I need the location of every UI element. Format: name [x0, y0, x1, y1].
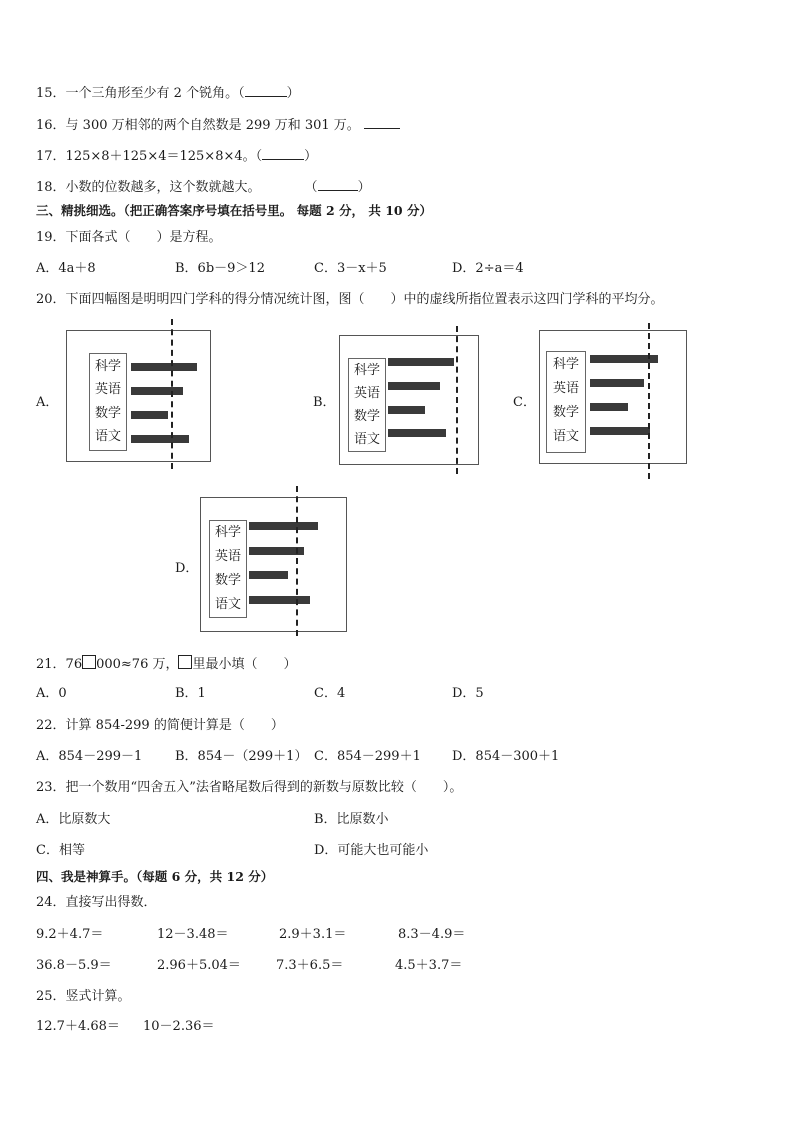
- bar-chinese: [131, 435, 189, 443]
- bar-science: [249, 522, 318, 530]
- option-a[interactable]: A．854－299－1: [36, 749, 143, 764]
- label-english: 英语: [552, 381, 579, 396]
- question-15: [36, 84, 300, 102]
- option-d[interactable]: D．2÷a＝4: [452, 261, 524, 276]
- bar-science: [388, 358, 454, 366]
- bar-english: [131, 387, 183, 395]
- bar-math: [590, 403, 628, 411]
- digit-box[interactable]: [82, 655, 96, 669]
- subject-labels: [348, 358, 386, 452]
- label-chinese: 语文: [353, 432, 380, 447]
- label-math: 数学: [214, 573, 241, 588]
- question-17: [36, 147, 317, 165]
- label-english: 英语: [353, 386, 380, 401]
- paren-open: （: [304, 180, 318, 195]
- question-18: [36, 178, 371, 196]
- option-b[interactable]: B．6b－9＞12: [175, 261, 265, 276]
- section-4-heading: 四、我是神算手。（每题 6 分，共 12 分）: [36, 869, 274, 884]
- bar-english: [388, 382, 440, 390]
- calc-item: 8.3－4.9＝: [398, 927, 466, 942]
- question-21: [36, 655, 297, 673]
- label-chinese: 语文: [552, 429, 579, 444]
- digit-box[interactable]: [178, 655, 192, 669]
- calc-item: 2.9＋3.1＝: [279, 927, 347, 942]
- label-science: 科学: [94, 359, 121, 374]
- question-21-part1: 21．76: [36, 657, 83, 672]
- option-a[interactable]: A．比原数大: [36, 812, 111, 827]
- option-d[interactable]: D．5: [452, 686, 484, 701]
- label-chinese: 语文: [214, 597, 241, 612]
- option-c[interactable]: C．相等: [36, 843, 85, 858]
- bar-chinese: [249, 596, 310, 604]
- average-dashed-line: [171, 319, 173, 469]
- figure-d-letter[interactable]: D．: [175, 561, 199, 576]
- chart-b: [339, 335, 479, 465]
- bar-english: [590, 379, 644, 387]
- average-dashed-line: [296, 486, 298, 636]
- label-math: 数学: [552, 405, 579, 420]
- answer-blank[interactable]: [262, 147, 304, 160]
- figure-c-letter[interactable]: C．: [513, 395, 536, 410]
- calc-item: 4.5＋3.7＝: [395, 958, 463, 973]
- option-c[interactable]: C．854－299＋1: [314, 749, 421, 764]
- bar-chinese: [590, 427, 650, 435]
- option-a[interactable]: A．0: [36, 686, 67, 701]
- bar-math: [388, 406, 425, 414]
- question-21-part3: 里最小填（ ）: [192, 657, 297, 672]
- label-math: 数学: [353, 409, 380, 424]
- option-b[interactable]: B．854－（299＋1）: [175, 749, 308, 764]
- question-19-text: 19．下面各式（ ）是方程。: [36, 230, 222, 245]
- option-c[interactable]: C．4: [314, 686, 346, 701]
- question-15-text: 15．一个三角形至少有 2 个锐角。（: [36, 86, 245, 101]
- calc-item: 10－2.36＝: [143, 1019, 215, 1034]
- question-16-text: 16．与 300 万相邻的两个自然数是 299 万和 301 万。: [36, 118, 360, 133]
- calc-item: 36.8－5.9＝: [36, 958, 112, 973]
- answer-blank[interactable]: [364, 116, 400, 129]
- label-english: 英语: [94, 382, 121, 397]
- option-b[interactable]: B．比原数小: [314, 812, 389, 827]
- question-21-part2: 000≈76 万，: [96, 657, 179, 672]
- paren-close: ）: [357, 180, 371, 195]
- chart-d: [200, 497, 347, 632]
- figure-a-letter[interactable]: A．: [36, 395, 59, 410]
- chart-a: [66, 330, 211, 462]
- option-c[interactable]: C．3－x＋5: [314, 261, 387, 276]
- option-a[interactable]: A．4a＋8: [36, 261, 96, 276]
- calc-item: 12－3.48＝: [157, 927, 229, 942]
- answer-blank[interactable]: [245, 84, 287, 97]
- question-16: [36, 116, 400, 134]
- label-science: 科学: [353, 363, 380, 378]
- option-b[interactable]: B．1: [175, 686, 206, 701]
- question-25-text: 25．竖式计算。: [36, 989, 131, 1004]
- label-english: 英语: [214, 549, 241, 564]
- paren-close: ）: [304, 149, 318, 164]
- label-math: 数学: [94, 406, 121, 421]
- calc-item: 9.2＋4.7＝: [36, 927, 104, 942]
- question-24-text: 24．直接写出得数．: [36, 895, 157, 910]
- option-d[interactable]: D．可能大也可能小: [314, 843, 429, 858]
- bar-math: [131, 411, 168, 419]
- calc-item: 7.3＋6.5＝: [276, 958, 344, 973]
- label-science: 科学: [552, 357, 579, 372]
- question-17-text: 17．125×8＋125×4＝125×8×4。（: [36, 149, 263, 164]
- bar-math: [249, 571, 288, 579]
- calc-item: 2.96＋5.04＝: [157, 958, 241, 973]
- bar-chinese: [388, 429, 446, 437]
- bar-science: [131, 363, 197, 371]
- label-chinese: 语文: [94, 429, 121, 444]
- label-science: 科学: [214, 525, 241, 540]
- chart-c: [539, 330, 687, 464]
- question-18-text: 18．小数的位数越多，这个数就越大。: [36, 180, 261, 195]
- question-23-text: 23．把一个数用“四舍五入”法省略尾数后得到的新数与原数比较（ ）。: [36, 780, 463, 795]
- average-dashed-line: [456, 326, 458, 474]
- subject-labels: [546, 351, 586, 453]
- calc-item: 12.7＋4.68＝: [36, 1019, 120, 1034]
- question-22-text: 22．计算 854-299 的简便计算是（ ）: [36, 718, 284, 733]
- section-3-heading: 三、精挑细选。（把正确答案序号填在括号里。 每题 2 分， 共 10 分）: [36, 203, 432, 218]
- question-20-text: 20．下面四幅图是明明四门学科的得分情况统计图，图（ ）中的虚线所指位置表示这四门学科的平均分。: [36, 292, 664, 307]
- option-d[interactable]: D．854－300＋1: [452, 749, 560, 764]
- subject-labels: [89, 353, 127, 451]
- paren-close: ）: [286, 86, 300, 101]
- figure-b-letter[interactable]: B．: [313, 395, 336, 410]
- subject-labels: [209, 520, 247, 618]
- average-dashed-line: [648, 323, 650, 479]
- answer-blank[interactable]: [318, 178, 358, 191]
